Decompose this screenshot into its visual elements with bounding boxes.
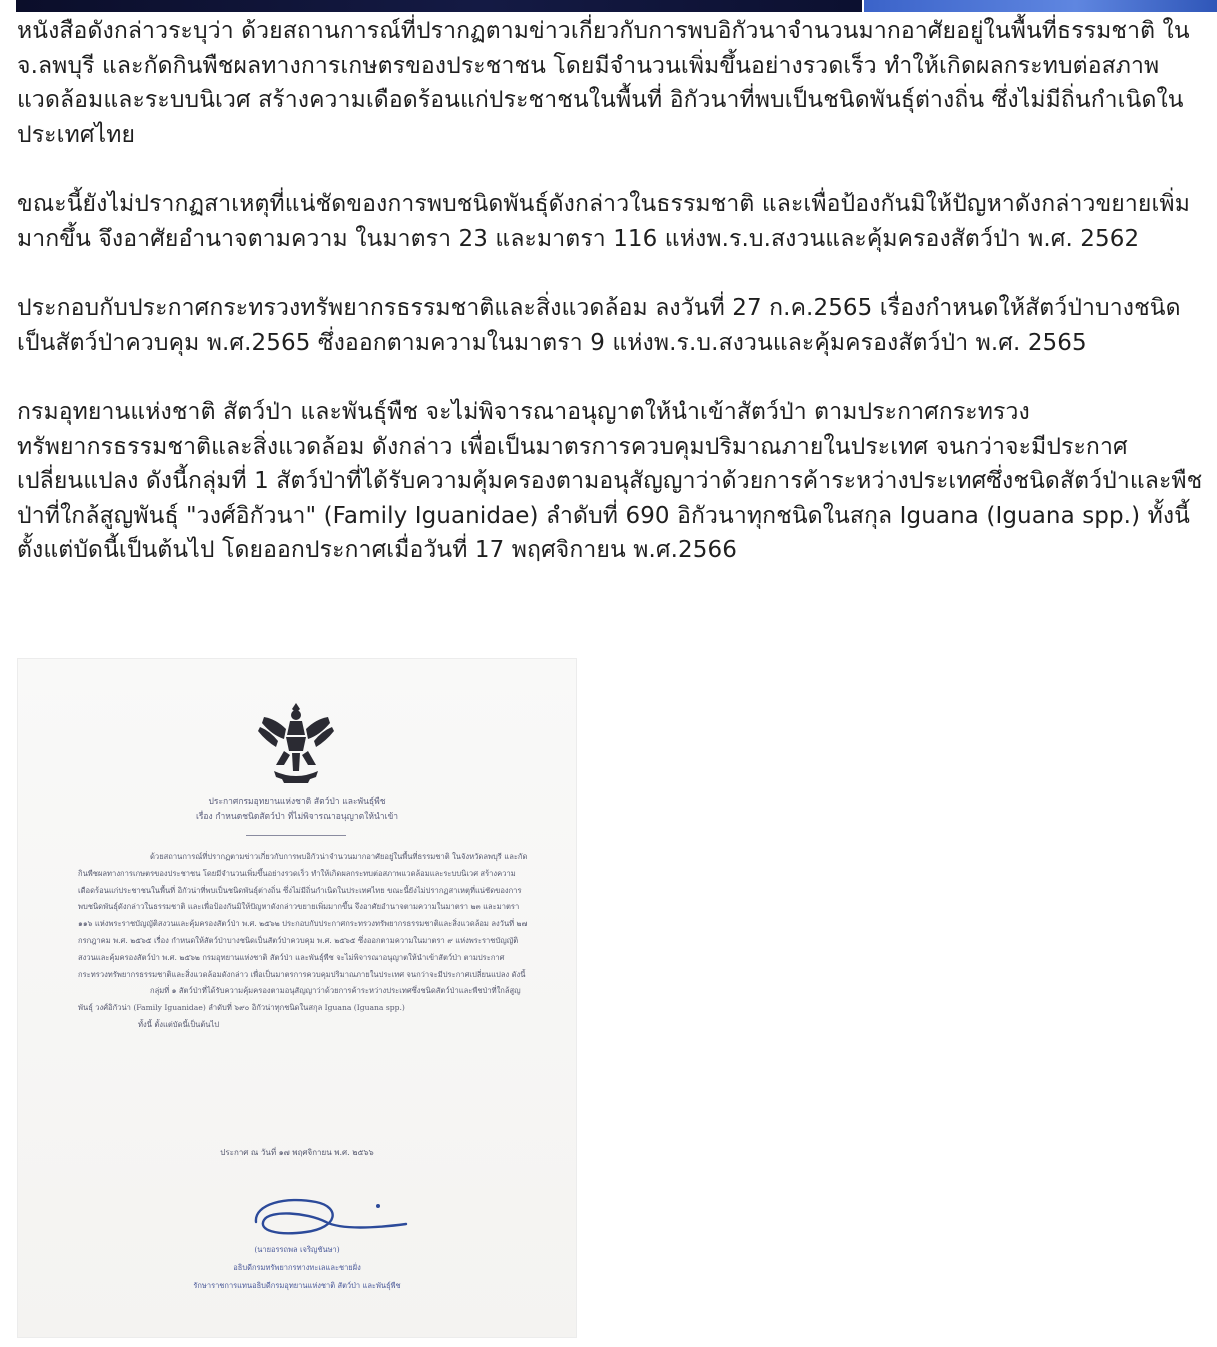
banner-blue-segment <box>864 0 1217 12</box>
garuda-emblem-icon <box>256 699 336 785</box>
document-divider <box>246 835 346 836</box>
document-date-line: ประกาศ ณ วันที่ ๑๗ พฤศจิกายน พ.ศ. ๒๕๖๖ <box>220 1148 374 1157</box>
signer-name: (นายอรรถพล เจริญชันษา) <box>254 1245 340 1254</box>
article-paragraph-2: ขณะนี้ยังไม่ปรากฏสาเหตุที่แน่ชัดของการพบชนิดพันธุ์ดังกล่าวในธรรมชาติ และเพื่อป้องกันมิให้ปัญหาดังกล่าวขยายเพิ่มมากขึ้น จึงอาศัยอำนาจตามความ ในมาตรา 23 และมาตรา 116 แห่งพ.ร.บ.สงวนและคุ้มครองสัตว์ป่า พ.ศ. 2562 <box>17 191 1190 252</box>
article-paragraph-4: กรมอุทยานแห่งชาติ สัตว์ป่า และพันธุ์พืช จะไม่พิจารณาอนุญาตให้นำเข้าสัตว์ป่า ตามประกาศกระทรวงทรัพยากรธรรมชาติและสิ่งแวดล้อม ดังกล่าว เพื่อเป็นมาตรการควบคุมปริมาณภายในประเทศ จนกว่าจะมีประกาศเปลี่ยนแปลง ดังนี้กลุ่มที่ 1 สัตว์ป่าที่ได้รับความคุ้มครองตามอนุสัญญาว่าด้วยการค้าระหว่างประเทศซึ่งชนิดสัตว์ป่าและพืชป่าที่ใกล้สูญพันธุ์ "วงศ์อิกัวนา" (Family Iguanidae) ลำดับที่ 690 อิกัวนาทุกชนิดในสกุล Iguana (Iguana spp.) ทั้งนี้ ตั้งแต่บัดนี้เป็นต้นไป โดยออกประกาศเมื่อวันที่ 17 พฤศจิกายน พ.ศ.2566 <box>17 399 1203 563</box>
article-body <box>17 14 1209 603</box>
banner-dark-segment <box>16 0 862 12</box>
document-body-paragraph-3: ทั้งนี้ ตั้งแต่บัดนี้เป็นต้นไป <box>138 1019 220 1029</box>
announcement-document-image[interactable] <box>17 658 577 1338</box>
signer-title-1: อธิบดีกรมทรัพยากรทางทะเลและชายฝั่ง <box>233 1263 361 1272</box>
article-paragraph-1: หนังสือดังกล่าวระบุว่า ด้วยสถานการณ์ที่ปรากฏตามข่าวเกี่ยวกับการพบอิกัวนาจำนวนมากอาศัยอยู่ในพื้นที่ธรรมชาติ ใน จ.ลพบุรี และกัดกินพืชผลทางการเกษตรของประชาชน โดยมีจำนวนเพิ่มขึ้นอย่างรวดเร็ว ทำให้เกิดผลกระทบต่อสภาพแวดล้อมและระบบนิเวศ สร้างความเดือดร้อนแก่ประชาชนในพื้นที่ อิกัวนาที่พบเป็นชนิดพันธุ์ต่างถิ่น ซึ่งไม่มีถิ่นกำเนิดในประเทศไทย <box>17 18 1190 148</box>
document-body-text <box>78 849 530 1034</box>
handwritten-signature <box>246 1192 416 1242</box>
signer-title-2: รักษาราชการแทนอธิบดีกรมอุทยานแห่งชาติ สัตว์ป่า และพันธุ์พืช <box>193 1281 401 1290</box>
document-header-line-1: ประกาศกรมอุทยานแห่งชาติ สัตว์ป่า และพันธุ์พืช <box>208 797 386 807</box>
document-header-line-2: เรื่อง กำหนดชนิดสัตว์ป่า ที่ไม่พิจารณาอนุญาตให้นำเข้า <box>195 812 399 822</box>
document-body-paragraph-2: กลุ่มที่ ๑ สัตว์ป่าที่ได้รับความคุ้มครองตามอนุสัญญาว่าด้วยการค้าระหว่างประเทศซึ่งชนิดสัตว์ป่าและพืชป่าที่ใกล้สูญพันธุ์ วงศ์อิกัวน่า (Family Iguanidae) ลำดับที่ ๖๙๐ อิกัวน่าทุกชนิดในสกุล Iguana (Iguana spp.) <box>78 986 521 1013</box>
article-paragraph-3: ประกอบกับประกาศกระทรวงทรัพยากรธรรมชาติและสิ่งแวดล้อม ลงวันที่ 27 ก.ค.2565 เรื่องกำหนดให้สัตว์ป่าบางชนิดเป็นสัตว์ป่าควบคุม พ.ศ.2565 ซึ่งออกตามความในมาตรา 9 แห่งพ.ร.บ.สงวนและคุ้มครองสัตว์ป่า พ.ศ. 2565 <box>17 295 1181 356</box>
document-body-paragraph-1: ด้วยสถานการณ์ที่ปรากฏตามข่าวเกี่ยวกับการพบอิกัวน่าจำนวนมากอาศัยอยู่ในพื้นที่ธรรมชาติ ในจังหวัดลพบุรี และกัดกินพืชผลทางการเกษตรของประชาชน โดยมีจำนวนเพิ่มขึ้นอย่างรวดเร็ว ทำให้เกิดผลกระทบต่อสภาพแวดล้อมและระบบนิเวศ สร้างความเดือดร้อนแก่ประชาชนในพื้นที่ อิกัวน่าที่พบเป็นชนิดพันธุ์ต่างถิ่น ซึ่งไม่มีถิ่นกำเนิดในประเทศไทย ขณะนี้ยังไม่ปรากฏสาเหตุที่แน่ชัดของการพบชนิดพันธุ์ดังกล่าวในธรรมชาติ และเพื่อป้องกันมิให้ปัญหาดังกล่าวขยายเพิ่มมากขึ้น จึงอาศัยอำนาจตามความในมาตรา ๒๓ และมาตรา ๑๑๖ แห่งพระราชบัญญัติสงวนและคุ้มครองสัตว์ป่า พ.ศ. ๒๕๖๒ ประกอบกับประกาศกระทรวงทรัพยากรธรรมชาติและสิ่งแวดล้อม ลงวันที่ ๒๗ กรกฎาคม พ.ศ. ๒๕๖๕ เรื่อง กำหนดให้สัตว์ป่าบางชนิดเป็นสัตว์ป่าควบคุม พ.ศ. ๒๕๖๕ ซึ่งออกตามความในมาตรา ๙ แห่งพระราชบัญญัติสงวนและคุ้มครองสัตว์ป่า พ.ศ. ๒๕๖๒ กรมอุทยานแห่งชาติ สัตว์ป่า และพันธุ์พืช จะไม่พิจารณาอนุญาตให้นำเข้าสัตว์ป่า ตามประกาศกระทรวงทรัพยากรธรรมชาติและสิ่งแวดล้อมดังกล่าว เพื่อเป็นมาตรการควบคุมปริมาณภายในประเทศ จนกว่าจะมีประกาศเปลี่ยนแปลง ดังนี้ <box>78 852 528 979</box>
top-banner-strip <box>0 0 1217 12</box>
